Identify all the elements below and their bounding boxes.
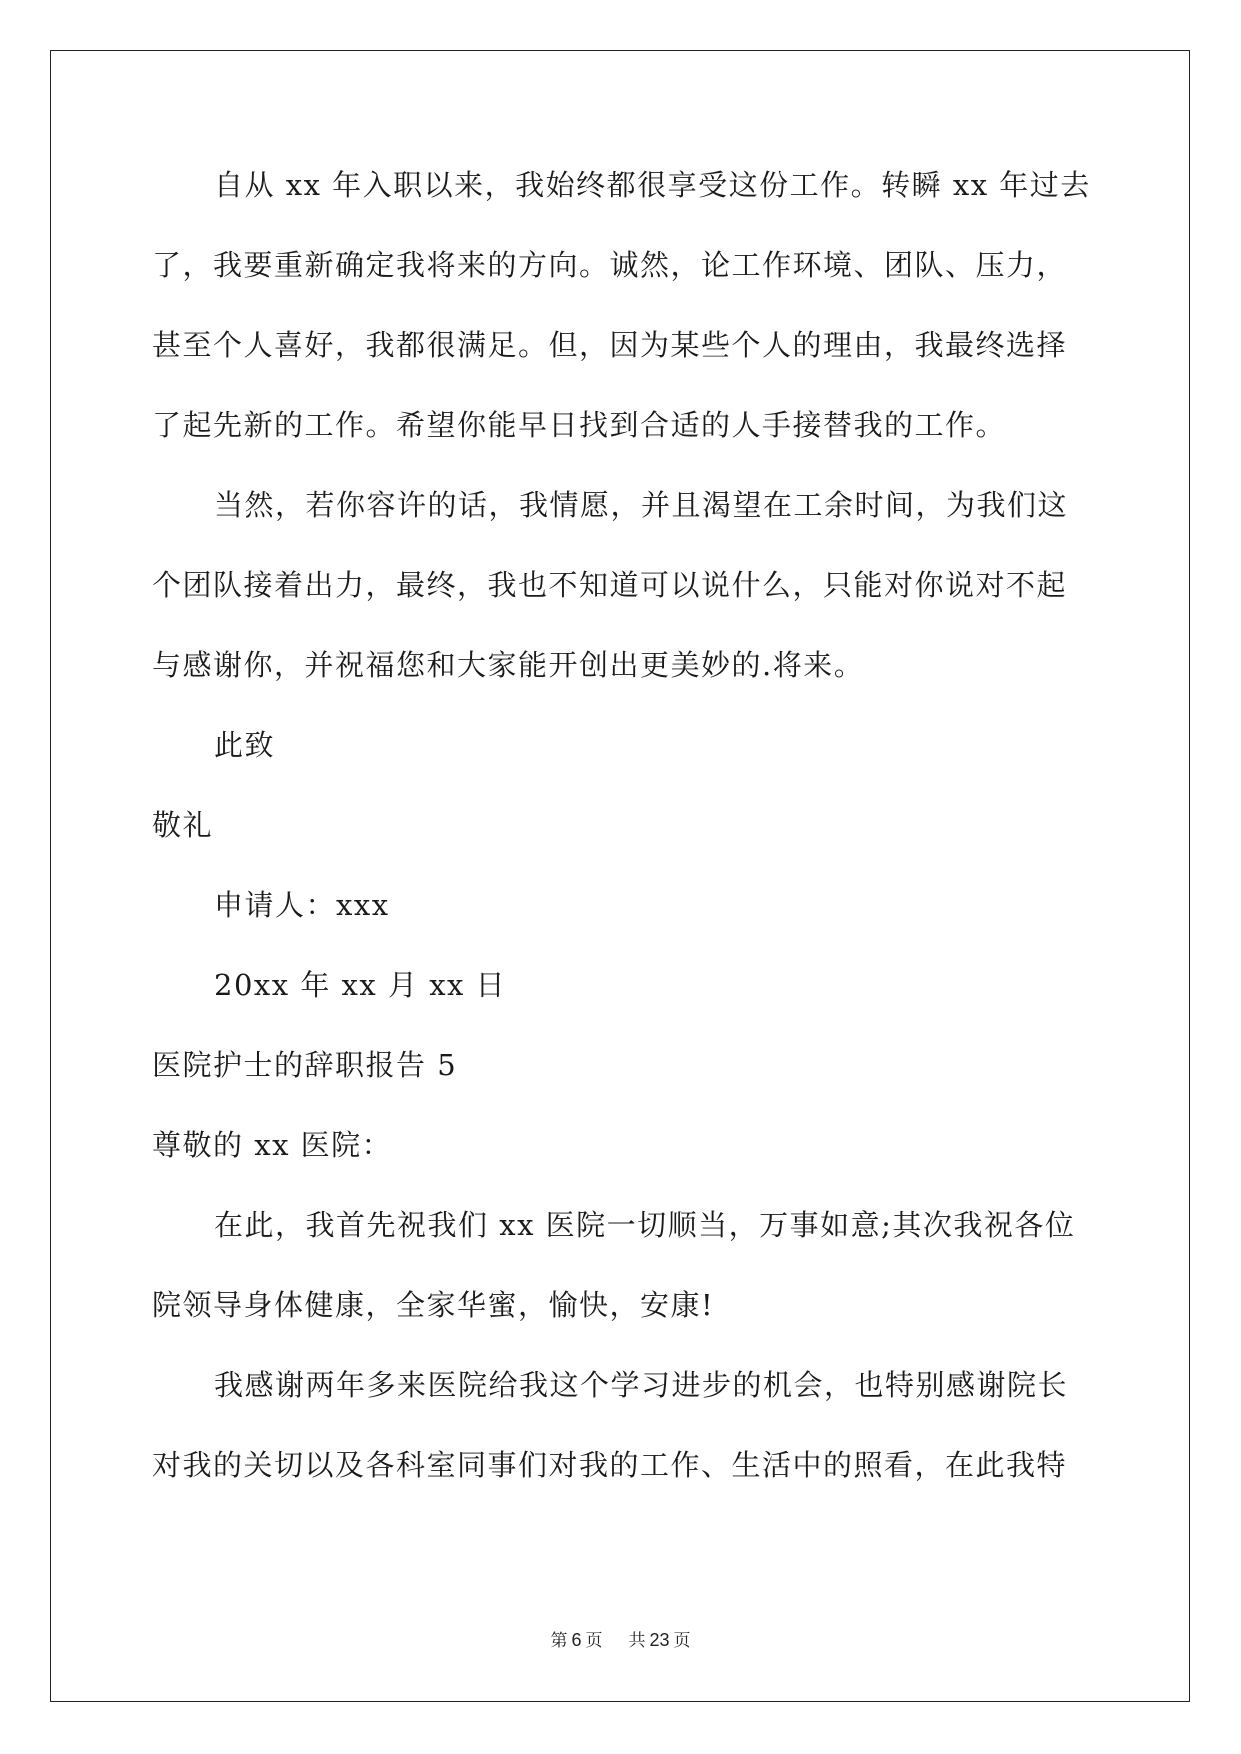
text-line: 在此，我首先祝我们 xx 医院一切顺当，万事如意;其次我祝各位 xyxy=(214,1208,1076,1242)
total-pages: 23 xyxy=(649,1630,670,1650)
total-prefix: 共 xyxy=(628,1631,646,1651)
date-line: 20xx 年 xx 月 xx 日 xyxy=(214,968,507,1002)
page-number: 6 xyxy=(571,1630,582,1650)
greeting-line: 尊敬的 xx 医院： xyxy=(152,1128,393,1162)
total-suffix: 页 xyxy=(673,1631,691,1651)
closing-salutation: 此致 xyxy=(214,728,276,762)
text-line: 当然，若你容许的话，我情愿，并且渴望在工余时间，为我们这 xyxy=(214,488,1069,522)
page-footer xyxy=(0,1626,1241,1651)
closing-respect: 敬礼 xyxy=(152,808,214,842)
text-line: 个团队接着出力，最终，我也不知道可以说什么，只能对你说对不起 xyxy=(152,568,1068,602)
text-line: 与感谢你，并祝福您和大家能开创出更美妙的.将来。 xyxy=(152,648,865,682)
text-line: 了，我要重新确定我将来的方向。诚然，论工作环境、团队、压力， xyxy=(152,248,1068,282)
text-line: 了起先新的工作。希望你能早日找到合适的人手接替我的工作。 xyxy=(152,408,1007,442)
page-suffix: 页 xyxy=(585,1631,603,1651)
applicant-line: 申请人：xxx xyxy=(214,888,390,922)
document-body xyxy=(152,160,1090,1520)
section-title: 医院护士的辞职报告 5 xyxy=(152,1048,458,1082)
text-line: 院领导身体健康，全家华蜜，愉快，安康! xyxy=(152,1288,715,1322)
text-line: 自从 xx 年入职以来，我始终都很享受这份工作。转瞬 xx 年过去 xyxy=(214,168,1091,202)
text-line: 对我的关切以及各科室同事们对我的工作、生活中的照看，在此我特 xyxy=(152,1448,1068,1482)
text-line: 甚至个人喜好，我都很满足。但，因为某些个人的理由，我最终选择 xyxy=(152,328,1068,362)
page-prefix: 第 xyxy=(550,1631,568,1651)
text-line: 我感谢两年多来医院给我这个学习进步的机会，也特别感谢院长 xyxy=(214,1368,1069,1402)
